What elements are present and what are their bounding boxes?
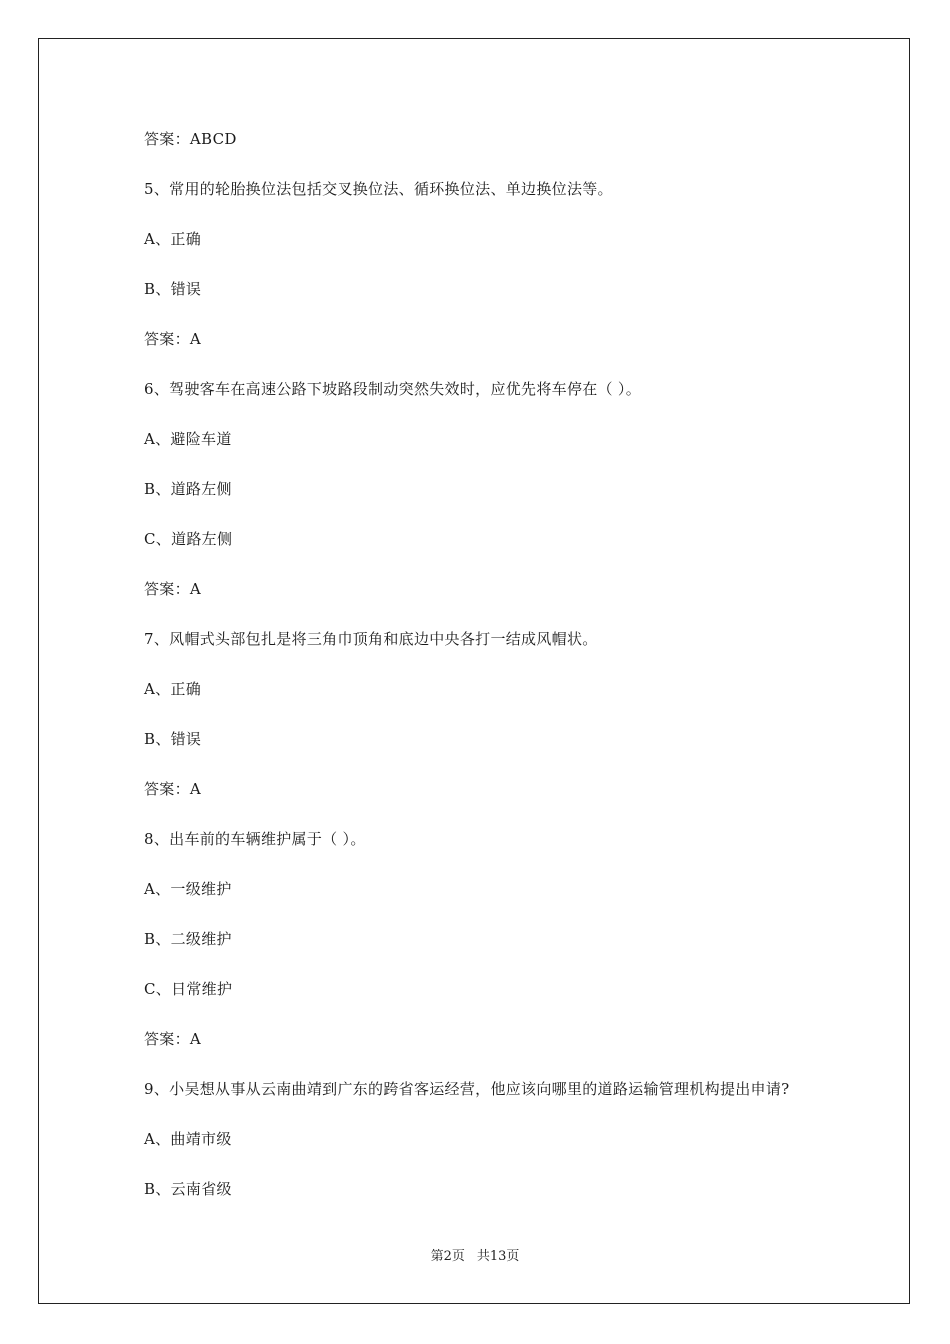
option-line: A、一级维护: [144, 880, 232, 898]
option-line: B、二级维护: [144, 930, 232, 948]
question-8: 8、出车前的车辆维护属于（ ）。: [144, 830, 366, 848]
option-line: B、道路左侧: [144, 480, 232, 498]
answer-line: 答案：A: [144, 780, 202, 798]
answer-line: 答案：A: [144, 1030, 202, 1048]
question-5: 5、常用的轮胎换位法包括交叉换位法、循环换位法、单边换位法等。: [144, 180, 613, 198]
page-footer: [0, 1248, 950, 1266]
option-line: B、云南省级: [144, 1180, 232, 1198]
document-body: [144, 128, 884, 1228]
answer-line: 答案：A: [144, 330, 202, 348]
page-number: 第2页: [430, 1249, 465, 1264]
option-line: A、避险车道: [144, 430, 232, 448]
option-line: A、正确: [144, 230, 202, 248]
option-line: A、正确: [144, 680, 202, 698]
page-total: 共13页: [476, 1249, 520, 1264]
question-6: 6、驾驶客车在高速公路下坡路段制动突然失效时，应优先将车停在（ ）。: [144, 380, 642, 398]
answer-line: 答案：ABCD: [144, 130, 237, 148]
question-7: 7、风帽式头部包扎是将三角巾顶角和底边中央各打一结成风帽状。: [144, 630, 598, 648]
option-line: B、错误: [144, 280, 202, 298]
option-line: C、日常维护: [144, 980, 233, 998]
answer-line: 答案：A: [144, 580, 202, 598]
option-line: B、错误: [144, 730, 202, 748]
question-9: 9、小吴想从事从云南曲靖到广东的跨省客运经营，他应该向哪里的道路运输管理机构提出申请?: [144, 1080, 790, 1098]
option-line: A、曲靖市级: [144, 1130, 232, 1148]
option-line: C、道路左侧: [144, 530, 233, 548]
